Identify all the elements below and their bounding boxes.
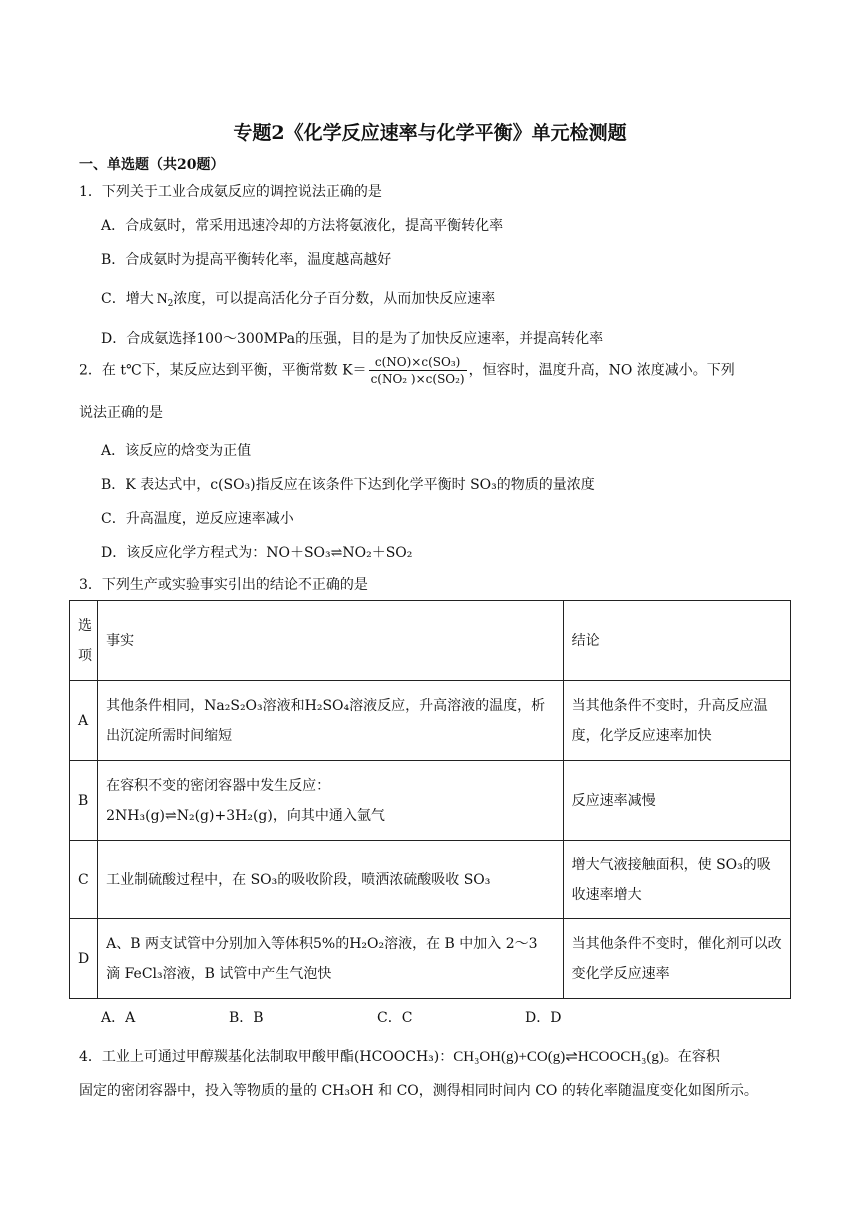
row-conclusion: 当其他条件不变时，催化剂可以改变化学反应速率 <box>563 919 790 999</box>
choice-b: B．B <box>229 1010 264 1026</box>
question-1-option-b: B．合成氨时为提高平衡转化率，温度越高越好 <box>101 252 392 268</box>
question-1-option-a: A．合成氨时，常采用迅速冷却的方法将氨液化，提高平衡转化率 <box>101 218 504 234</box>
section-heading: 一、单选题（共20题） <box>79 157 225 173</box>
table-row <box>70 681 791 761</box>
row-conclusion: 增大气液接触面积，使 SO₃的吸收速率增大 <box>563 841 790 919</box>
reaction-equation: CH₃OH(g)+CO(g)⇌HCOOCH₃(g) <box>453 1049 664 1065</box>
question-2-option-b: B．K 表达式中，c(SO₃)指反应在该条件下达到化学平衡时 SO₃的物质的量浓度 <box>101 477 595 493</box>
table-row <box>70 919 791 999</box>
row-fact: 其他条件相同，Na₂S₂O₃溶液和H₂SO₄溶液反应，升高溶液的温度，析出沉淀所需时间缩短 <box>98 681 564 761</box>
choice-a: A．A <box>101 1010 136 1026</box>
equilibrium-constant-fraction: $\frac{\text{c(NO)×c(SO₃)}}{\text{c(NO₂ )×c(SO₂)}}$ <box>370 355 465 386</box>
question-1-option-c: C．增大 $N_2$浓度，可以提高活化分子百分数，从而加快反应速率 <box>101 291 496 309</box>
row-conclusion: 当其他条件不变时，升高反应温度，化学反应速率加快 <box>563 681 790 761</box>
header-conclusion: 结论 <box>563 601 790 681</box>
header-option: 选项 <box>70 601 98 681</box>
choice-d: D．D <box>525 1010 562 1026</box>
header-fact: 事实 <box>98 601 564 681</box>
question-1-stem: 1．下列关于工业合成氨反应的调控说法正确的是 <box>79 184 382 200</box>
table-row <box>70 841 791 919</box>
question-2-stem: 2．在 t℃下，某反应达到平衡，平衡常数 K＝ $\frac{\text{c(NO)×c(SO₃)}}{\text{c(NO₂ )×c(SO₂)}}$ ，恒容时，温度升高，NO 浓度减小。下列 <box>79 355 735 386</box>
table-row <box>70 761 791 841</box>
row-conclusion: 反应速率减慢 <box>563 761 790 841</box>
question-1-option-d: D．合成氨选择100～300MPa的压强，目的是为了加快反应速率，并提高转化率 <box>101 331 604 347</box>
question-2-option-a: A．该反应的焓变为正值 <box>101 443 252 459</box>
question-2-option-d: D．该反应化学方程式为：NO＋SO₃⇌NO₂＋SO₂ <box>101 545 413 561</box>
question-2-stem-line2: 说法正确的是 <box>79 405 163 421</box>
table-header-row <box>70 601 791 681</box>
row-fact: 在容积不变的密闭容器中发生反应： 2NH₃(g)⇌N₂(g)+3H₂(g)，向其中通入氩气 <box>98 761 564 841</box>
row-fact: A、B 两支试管中分别加入等体积5%的H₂O₂溶液，在 B 中加入 2～3 滴 FeCl₃溶液，B 试管中产生气泡快 <box>98 919 564 999</box>
question-2-option-c: C．升高温度，逆反应速率减小 <box>101 511 294 527</box>
question-3-choices <box>101 1007 561 1027</box>
choice-c: C．C <box>377 1010 413 1026</box>
row-option: D <box>70 919 98 999</box>
row-option: B <box>70 761 98 841</box>
question-4-line1: 4．工业上可通过甲醇羰基化法制取甲酸甲酯(HCOOCH₃)：CH₃OH(g)+CO(g)⇌HCOOCH₃(g)。在容积 <box>79 1049 720 1065</box>
row-option: C <box>70 841 98 919</box>
row-fact: 工业制硫酸过程中，在 SO₃的吸收阶段，喷洒浓硫酸吸收 SO₃ <box>98 841 564 919</box>
facts-conclusions-table <box>69 600 791 999</box>
question-4-line2: 固定的密闭容器中，投入等物质的量的 CH₃OH 和 CO，测得相同时间内 CO 的转化率随温度变化如图所示。 <box>79 1083 758 1099</box>
question-3-stem: 3．下列生产或实验事实引出的结论不正确的是 <box>79 577 368 593</box>
row-option: A <box>70 681 98 761</box>
page-title: 专题2《化学反应速率与化学平衡》单元检测题 <box>233 122 627 144</box>
